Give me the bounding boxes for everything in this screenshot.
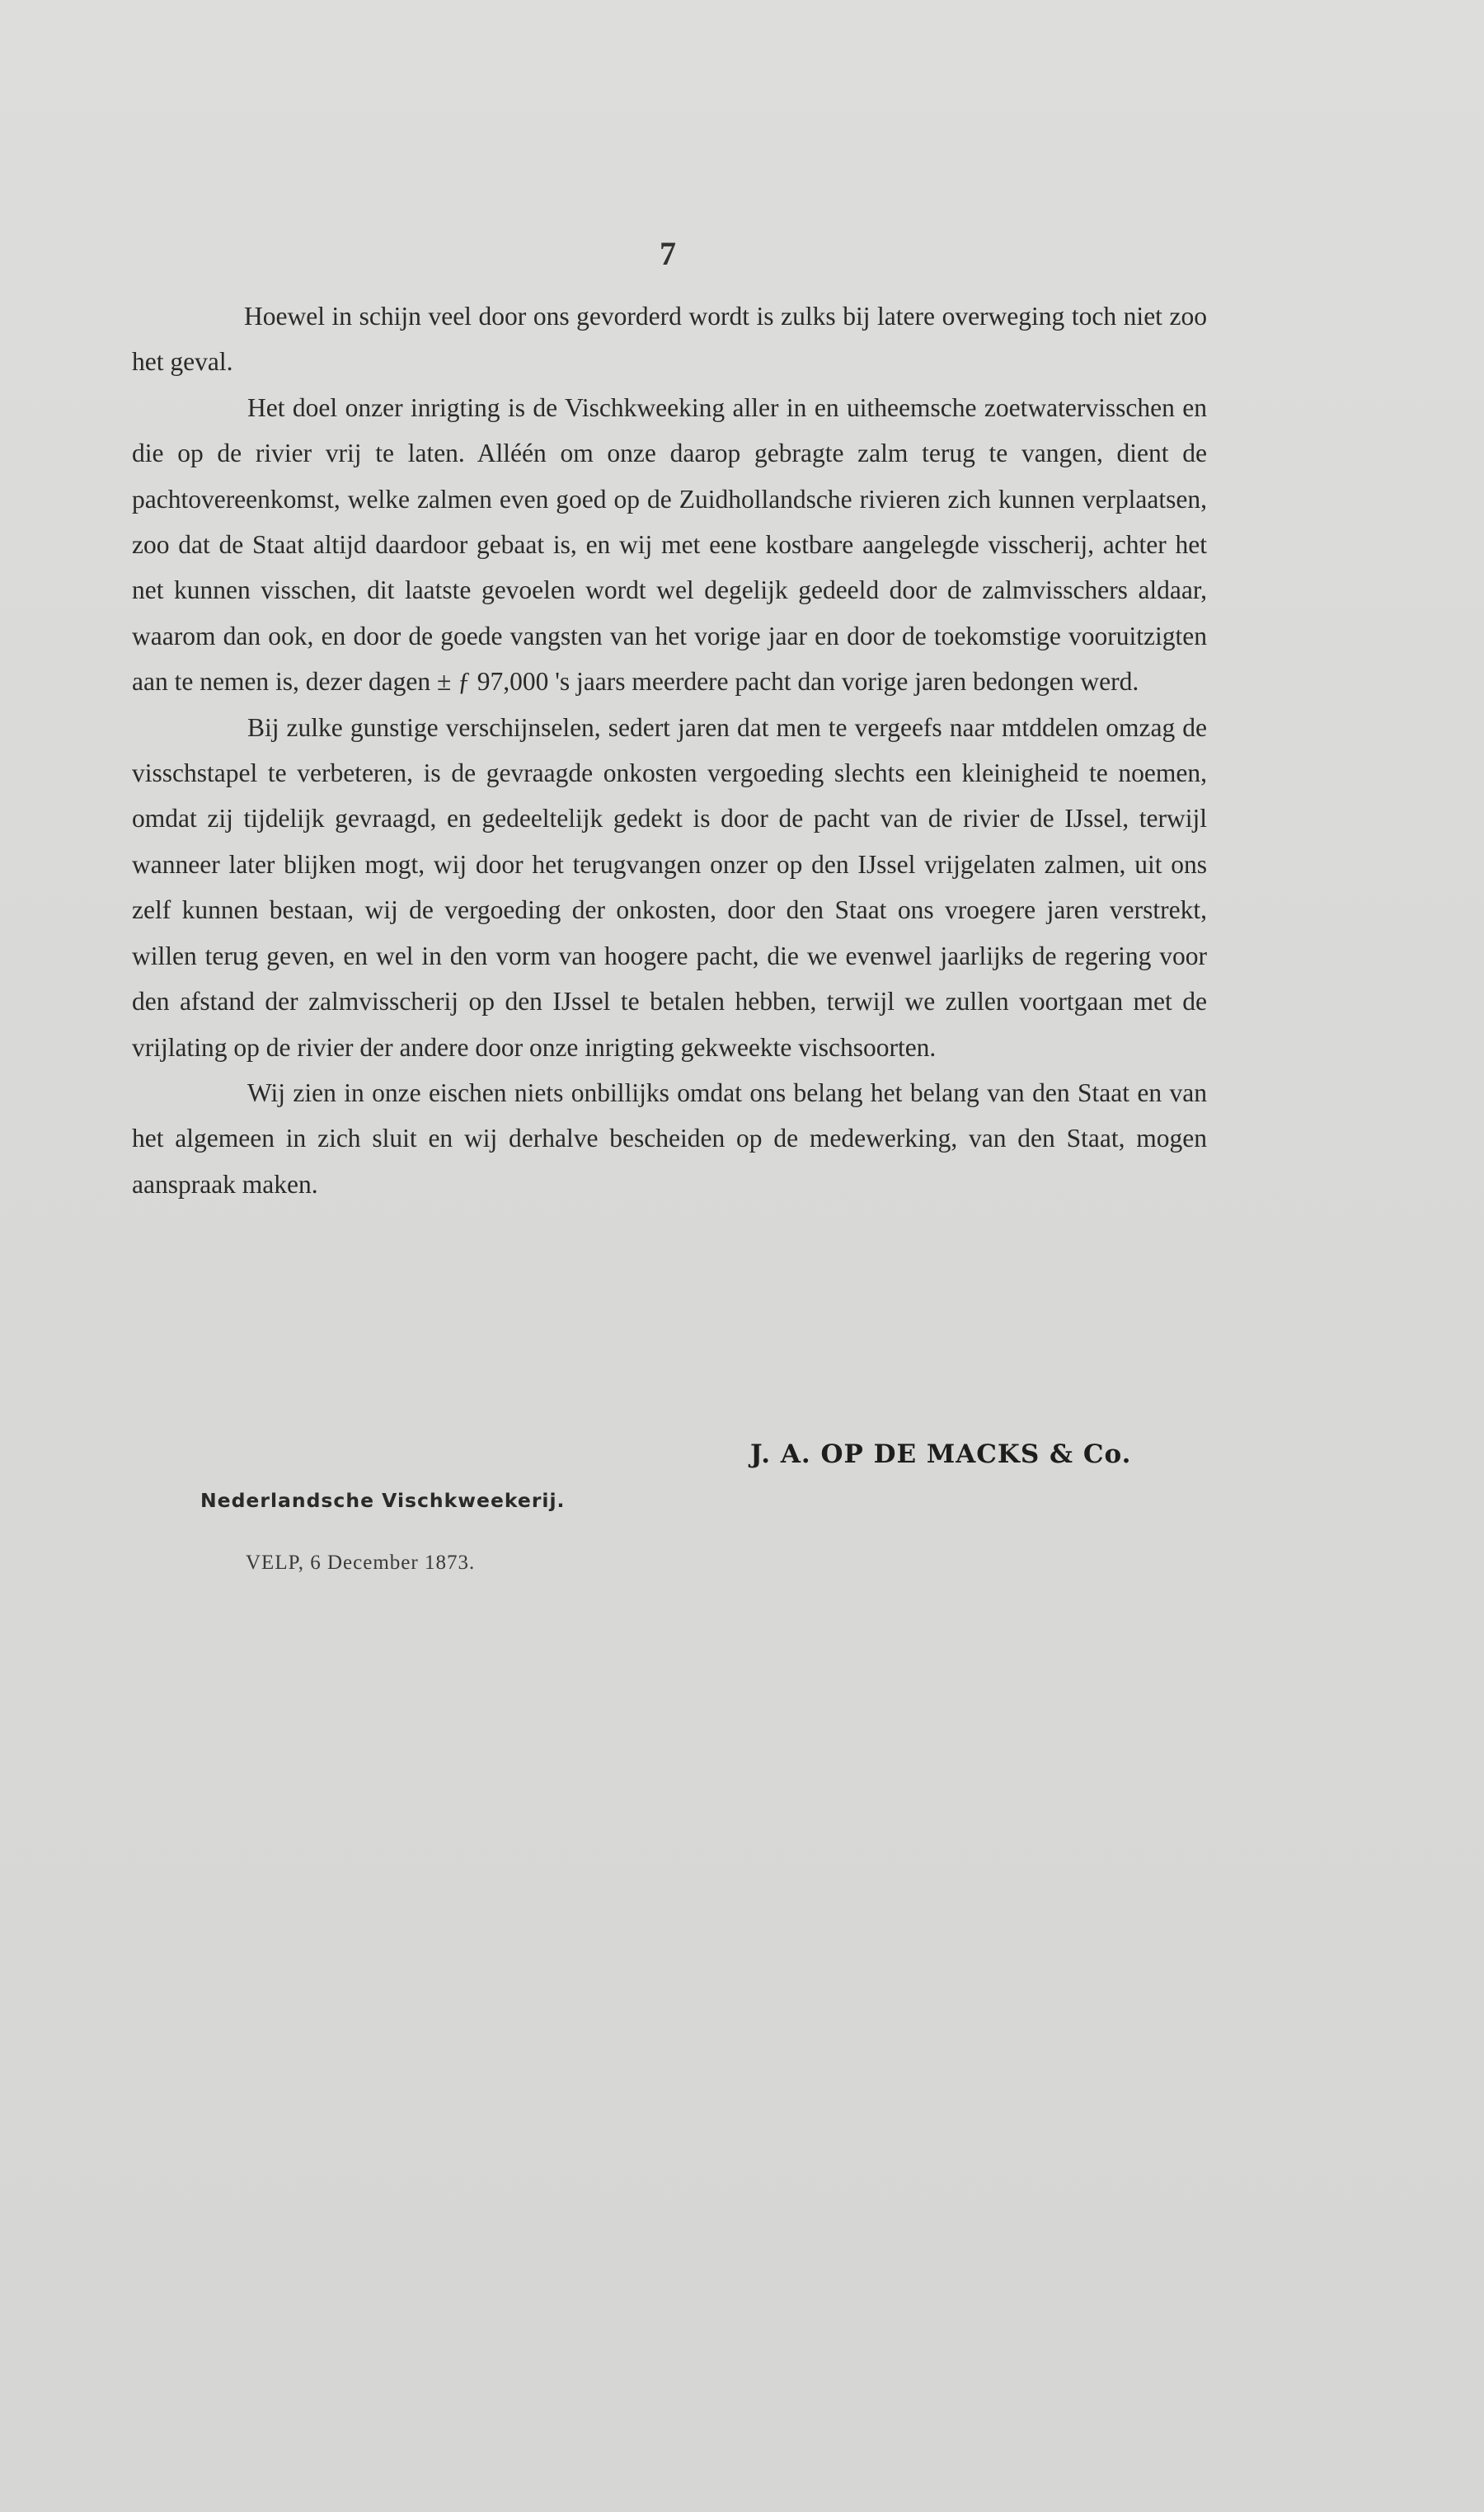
letter-body <box>132 293 1207 1207</box>
signature: J. A. OP DE MACKS & Co. <box>750 1439 1132 1469</box>
dateline: VELP, 6 December 1873. <box>246 1552 476 1574</box>
paragraph: Hoewel in schijn veel door ons gevorderd wordt is zulks bij latere overweging toch niet zoo het geval. <box>132 302 1207 377</box>
company-name: Nederlandsche Vischkweekerij. <box>200 1489 566 1512</box>
page-number: 7 <box>660 235 676 272</box>
paragraph: Het doel onzer inrigting is de Vischkweeking aller in en uitheemsche zoetwatervisschen en die op de rivier vrij te laten. Alléén om onze daarop gebragte zalm terug te vangen, dient de pachtovereenkomst, welke zalmen even goed op de Zuidhollandsche rivieren zich kunnen verplaatsen, zoo dat de Staat altijd daardoor gebaat is, en wij met eene kostbare aangelegde visscherij, achter het net kunnen visschen, dit laatste gevoelen wordt wel degelijk gedeeld door de zalmvisschers aldaar, waarom dan ook, en door de goede vangsten van het vorige jaar en door de toekomstige vooruitzigten aan te nemen is, dezer dagen ± ƒ 97,000 's jaars meerdere pacht dan vorige jaren bedongen werd. <box>132 392 1207 697</box>
paragraph: Bij zulke gunstige verschijnselen, sedert jaren dat men te vergeefs naar mtddelen omzag de visschstapel te verbeteren, is de gevraagde onkosten vergoeding slechts een kleinigheid te noemen, omdat zij tijdelijk gevraagd, en gedeeltelijk gedekt is door de pacht van de rivier de IJssel, terwijl wanneer later blijken mogt, wij door het terugvangen onzer op den IJssel vrijgelaten zalmen, uit ons zelf kunnen bestaan, wij de vergoeding der onkosten, door den Staat ons vroegere jaren verstrekt, willen terug geven, en wel in den vorm van hoogere pacht, die we evenwel jaarlijks de regering voor den afstand der zalmvisscherij op den IJssel te betalen hebben, terwijl we zullen voortgaan met de vrijlating op de rivier der andere door onze inrigting gekweekte vischsoorten. <box>132 712 1207 1062</box>
paragraph: Wij zien in onze eischen niets onbillijks omdat ons belang het belang van den Staat en van het algemeen in zich sluit en wij derhalve bescheiden op de medewerking, van den Staat, mogen aanspraak maken. <box>132 1078 1207 1199</box>
